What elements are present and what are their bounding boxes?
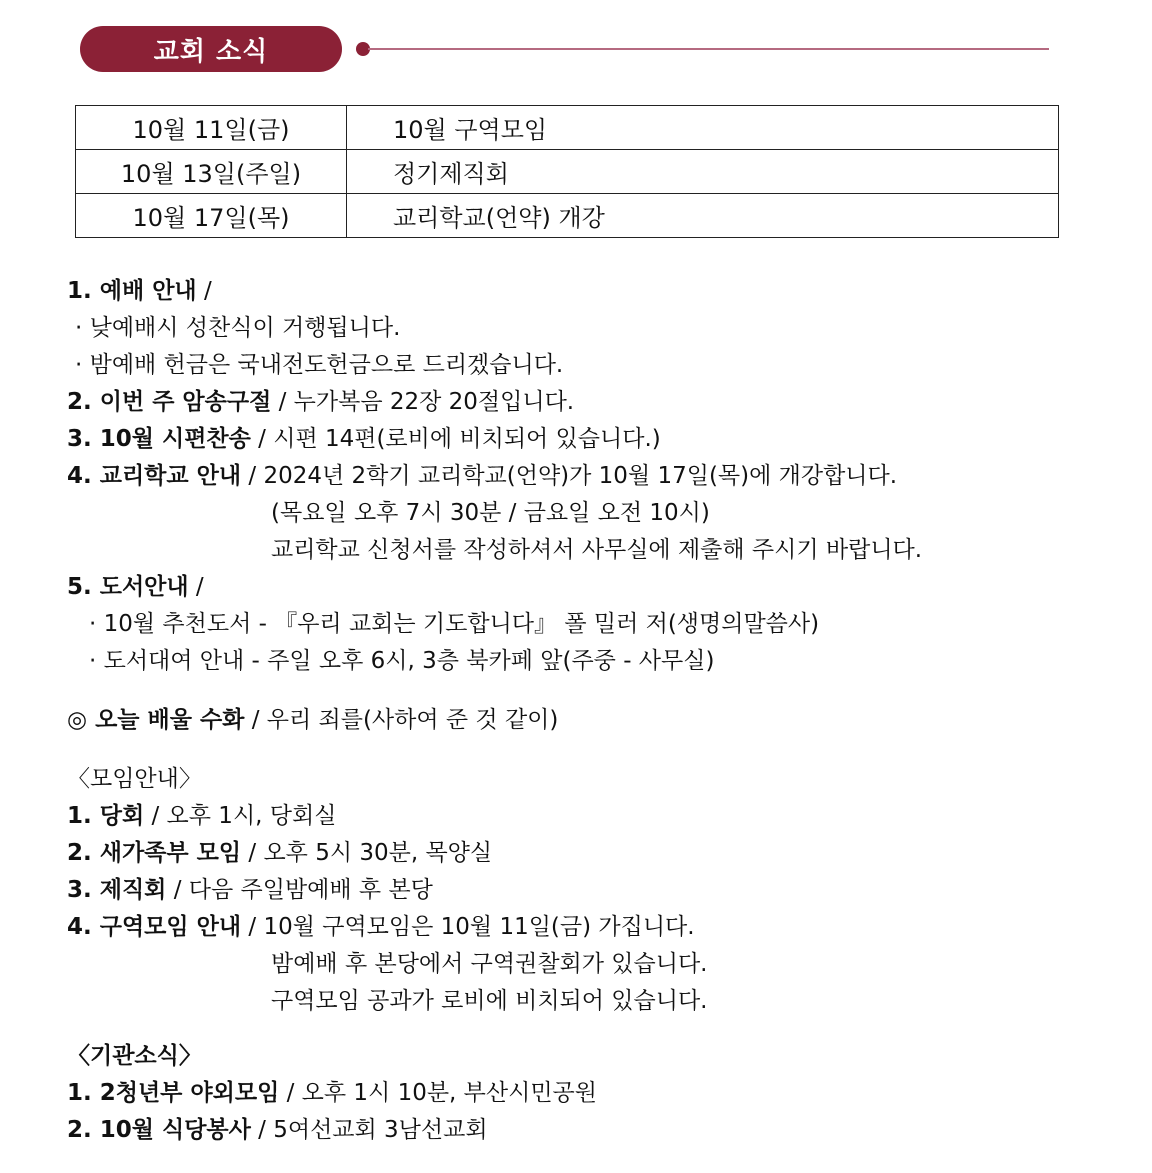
notice-memory-verse: [67, 384, 1127, 421]
org-text: / 5여선교회 3남선교회: [250, 1117, 488, 1143]
notice-separator: /: [196, 278, 212, 304]
meeting-text: / 오후 5시 30분, 목양실: [241, 840, 493, 866]
notice-bullet: · 10월 추천도서 - 『우리 교회는 기도합니다』 폴 밀러 저(생명의말씀사): [89, 611, 820, 637]
schedule-date: 10월 11일(금): [76, 106, 347, 150]
meeting-heading: 3. 제직회: [67, 877, 167, 903]
meeting-text: / 오후 1시, 당회실: [144, 803, 337, 829]
notice-bullet: · 밤예배 헌금은 국내전도헌금으로 드리겠습니다.: [75, 352, 564, 378]
meeting-continuation: 밤예배 후 본당에서 구역권찰회가 있습니다.: [271, 951, 708, 977]
notice-heading: 5. 도서안내: [67, 574, 189, 600]
meeting-item: [67, 835, 1127, 872]
meeting-text: / 다음 주일밤예배 후 본당: [166, 877, 433, 903]
schedule-event: 10월 구역모임: [347, 106, 1059, 150]
header-rule-line: [368, 48, 1049, 50]
notice-heading: 1. 예배 안내: [67, 278, 197, 304]
section-title-pill: 교회 소식: [80, 26, 342, 72]
meeting-heading: 1. 당회: [67, 803, 145, 829]
org-heading: 2. 10월 식당봉사: [67, 1117, 251, 1143]
schedule-date: 10월 13일(주일): [76, 150, 347, 194]
meeting-heading: 2. 새가족부 모임: [67, 840, 242, 866]
notice-text: / 우리 죄를(사하여 준 것 같이): [244, 707, 559, 733]
schedule-row: [76, 150, 1059, 194]
notice-psalm: [67, 421, 1127, 458]
notice-text: / 시편 14편(로비에 비치되어 있습니다.): [250, 426, 661, 452]
notice-continuation: 교리학교 신청서를 작성하셔서 사무실에 제출해 주시기 바랍니다.: [271, 537, 923, 563]
notice-worship: [67, 273, 1127, 310]
meeting-item: [67, 798, 1127, 835]
org-heading: 1. 2청년부 야외모임: [67, 1080, 280, 1106]
notice-heading: 2. 이번 주 암송구절: [67, 389, 272, 415]
notice-doctrine: [67, 458, 1127, 495]
notices-body: [67, 273, 1127, 1149]
schedule-row: [76, 106, 1059, 150]
org-item: [67, 1075, 1127, 1112]
notice-text: / 누가복음 22장 20절입니다.: [271, 389, 575, 415]
notice-bullet: · 낮예배시 성찬식이 거행됩니다.: [75, 315, 401, 341]
meeting-heading: 4. 구역모임 안내: [67, 914, 242, 940]
schedule-date: 10월 17일(목): [76, 194, 347, 238]
meetings-title: 〈모임안내〉: [67, 766, 202, 792]
schedule-table: [75, 105, 1059, 238]
notice-heading: 4. 교리학교 안내: [67, 463, 242, 489]
notice-separator: /: [188, 574, 204, 600]
notice-text: / 2024년 2학기 교리학교(언약)가 10월 17일(목)에 개강합니다.: [241, 463, 898, 489]
meeting-item: [67, 872, 1127, 909]
meeting-continuation: 구역모임 공과가 로비에 비치되어 있습니다.: [271, 988, 708, 1014]
notice-heading: ◎ 오늘 배울 수화: [67, 707, 245, 733]
section-header: [0, 0, 1152, 90]
org-text: / 오후 1시 10분, 부산시민공원: [279, 1080, 597, 1106]
meeting-item: [67, 909, 1127, 946]
notice-continuation: (목요일 오후 7시 30분 / 금요일 오전 10시): [271, 500, 710, 526]
schedule-event: 정기제직회: [347, 150, 1059, 194]
orgs-title: 〈기관소식〉: [67, 1043, 202, 1069]
meeting-text: / 10월 구역모임은 10월 11일(금) 가집니다.: [241, 914, 695, 940]
schedule-event: 교리학교(언약) 개강: [347, 194, 1059, 238]
schedule-row: [76, 194, 1059, 238]
notice-heading: 3. 10월 시편찬송: [67, 426, 251, 452]
notice-hymn: [67, 702, 1127, 739]
notice-bullet: · 도서대여 안내 - 주일 오후 6시, 3층 북카페 앞(주중 - 사무실): [89, 648, 715, 674]
notice-books: [67, 569, 1127, 606]
org-item: [67, 1112, 1127, 1149]
